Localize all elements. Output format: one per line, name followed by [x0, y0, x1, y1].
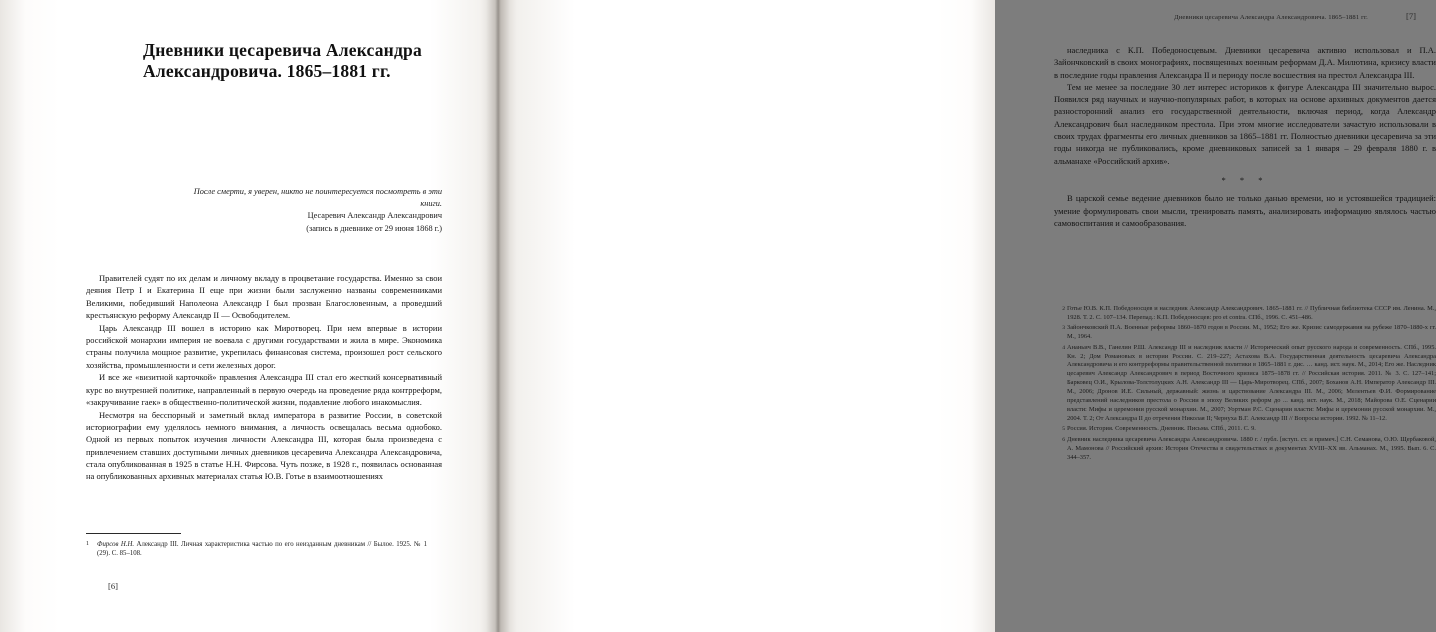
right-page-content [1054, 0, 1436, 632]
page-number-left: [6] [108, 581, 119, 591]
note-text: Россия. История. Современность. Дневник. Письма. СПб., 2011. С. 9. [1067, 425, 1256, 433]
note-item [1054, 436, 1436, 463]
paragraph: Царь Александр III вошел в историю как Миротворец. При нем впервые в истории российской монархии империя не воевала с другими государствами и жила в мире. Экономика страны получила мощное развитие, укрепилась финансовая система, произошел рост сельского хозяйства, промышленности и сети железных дорог. [86, 322, 442, 370]
note-text: Зайончковский П.А. Военные реформы 1860–1870 годов в России. М., 1952; Его же. Кризис самодержавия на рубеже 1870–1880-х гг. М., 1964. [1067, 324, 1436, 341]
note-text: Готье Ю.В. К.П. Победоносцев и наследник Александр Александрович. 1865–1881 гг. // Публичная библиотека СССР им. Ленина. М., 1928. Т. 2. С. 107–134. Перепад.: К.П. Победоносцев: pro et contra. СПб., 1996. С. 451–486. [1067, 305, 1436, 321]
note-item [1054, 425, 1436, 434]
footnote-body: Александр III. Личная характеристика частью по его неизданным дневникам // Былое. 1925. № 1 (29). С. 85–108. [97, 541, 427, 558]
paragraph [1054, 44, 1436, 81]
footnote-divider [86, 533, 181, 534]
left-footnote [86, 540, 442, 559]
note-number: 4 [1062, 344, 1065, 351]
note-number: 2 [1062, 306, 1065, 312]
running-head: Дневники цесаревича Александра Александровича. 1865–1881 гг. [1174, 14, 1368, 21]
right-page [498, 0, 1436, 632]
paragraph-text: Тем не менее за последние 30 лет интерес историков к фигуре Александра III значительно вырос. Появился ряд научных и научно-популярных работ, в которых на основе архивных документов дается разносторонний анализ его государственной деятельности, включая период, когда Александр Александрович был наследником престола. При этом многие исследователи зачастую использовали в своих трудах фрагменты его личных дневников за 1865–1881 гг. Полностью дневники цесаревича за эти годы никогда не публиковались, кроме дневниковых записей за 1 января – 29 февраля 1880 г. в альманахе «Российский архив». [1054, 81, 1436, 166]
epigraph-source-2: (запись в дневнике от 29 июня 1868 г.) [306, 223, 442, 233]
note-number: 6 [1062, 436, 1065, 443]
section-divider: * * * [1221, 174, 1269, 185]
note-number: 3 [1062, 325, 1065, 332]
paragraph: Несмотря на бесспорный и заметный вклад императора в развитие России, в советской историографии ему уделялось немного внимания, а личность освещалась весьма однобоко. Одной из первых попыток изучения личности Александра III, которая была произведена с привлечением ставших доступными личных дневников цесаревича Александра Александровича, стала опубликованная в 1925 в статье Н.Н. Фирсова. Чуть позже, в 1928 г., появилась основанная на опубликованных архивных материалах статья Ю.В. Готье в взаимоотношениях [86, 409, 442, 482]
endnotes-list [1054, 305, 1436, 464]
note-text: Ананьич В.В., Ганелин Р.Ш. Александр III и наследник власти // Исторический опыт русского народа и современность. СПб., 1995. Кн. 2; Дом Романовых в истории России. С. 219–227; Астахова В.А. Государственная деятельность цесаревича Александра Александровича и его контрреформы правительственной политики в 1865–1881 г. дис. … канд. ист. наук. М., 2014; Его же. Наследник цесаревич Александр Александрович в период Восточного кризиса 1875–1878 гг. // Российская история. 2011. № 3. С. 127–141; Барковец О.И., Крылова-Толстолуцких А.Н. Александр III — Царь-Миротворец. СПб., 2007; Боханов А.Н. Император Александр III. М., 2006; Дронов И.Е. Сильный, державный: жизнь и царствование Александра III. М., 2006; Мелентьев Ф.И. Формирование представлений наследников престола о России в эпоху Великих реформ до ... канд. ист. наук. М., 2018; Майорова О.Е. Сценарии власти: Мифы и церемонии русской монархии. М., 2007; Уортман Р.С. Сценарии власти: Мифы и церемонии русской монархии. М., 2004. Т. 2; От Александра II до отречения Николая II; Чернуха В.Г. Александр III // Вопросы истории. 1992. № 11–12. [1067, 343, 1436, 422]
paragraph-text: наследника с К.П. Победоносцевым. Дневники цесаревича активно использовал и П.А. Зайончковский в своих монографиях, посвященных военным реформам Д.А. Милютина, кризису власти в последние годы правления Александра II и периоду после восшествия на престол Александра III. [1054, 45, 1436, 80]
left-body-text [86, 272, 442, 483]
chapter-title: Дневники цесаревича Александра Александровича. 1865–1881 гг. [143, 40, 422, 81]
note-text: Дневник наследника цесаревича Александра Александровича. 1880 г. / публ. [вступ. ст. и примеч.] С.Н. Семанова, О.Ю. Щербаковой, А. Мамонова // Российский архив: История Отечества в свидетельствах и документах XVIII–XX вв. Альманах. М., 1995. Вып. 6. С. 344–357. [1067, 435, 1436, 461]
note-number: 5 [1062, 426, 1065, 433]
left-page [0, 0, 498, 632]
paragraph: Правителей судят по их делам и личному вкладу в процветание государства. Именно за свои деяния Петр I и Екатерина II еще при жизни были заслуженно названы современниками Великими, победивший Наполеона Александр I был прозван Благословенным, а проведший крестьянскую реформу Александр II — Освободителем. [86, 273, 442, 320]
paragraph [1054, 81, 1436, 167]
left-page-content [86, 0, 442, 632]
footnote-text [97, 540, 427, 559]
epigraph-quote: После смерти, я уверен, никто не поинтересуется посмотреть в эти книги. [193, 187, 442, 209]
note-item [1054, 305, 1436, 323]
note-item [1054, 344, 1436, 424]
paragraph: В царской семье ведение дневников было не только данью времени, но и устоявшейся традицией: умение формулировать свои мысли, тренировать память, анализировать информацию являлось частью самовоспитания и самообразования. [1054, 193, 1436, 228]
note-item [1054, 324, 1436, 342]
page-number-right: [7] [1406, 11, 1417, 21]
right-body-text [1054, 44, 1436, 229]
footnote-number: 1 [86, 541, 89, 547]
epigraph [181, 186, 442, 235]
paragraph: И все же «визитной карточкой» правления Александра III стал его жесткий консервативный курс во внутренней политике, направленный в первую очередь на проведение ряда контрреформ, «закручивание гаек» в общественно-политической жизни, подавление любого инакомыслия. [86, 372, 442, 407]
footnote-author: Фирсов Н.Н. [97, 541, 135, 548]
epigraph-source-1: Цесаревич Александр Александрович [307, 211, 442, 221]
